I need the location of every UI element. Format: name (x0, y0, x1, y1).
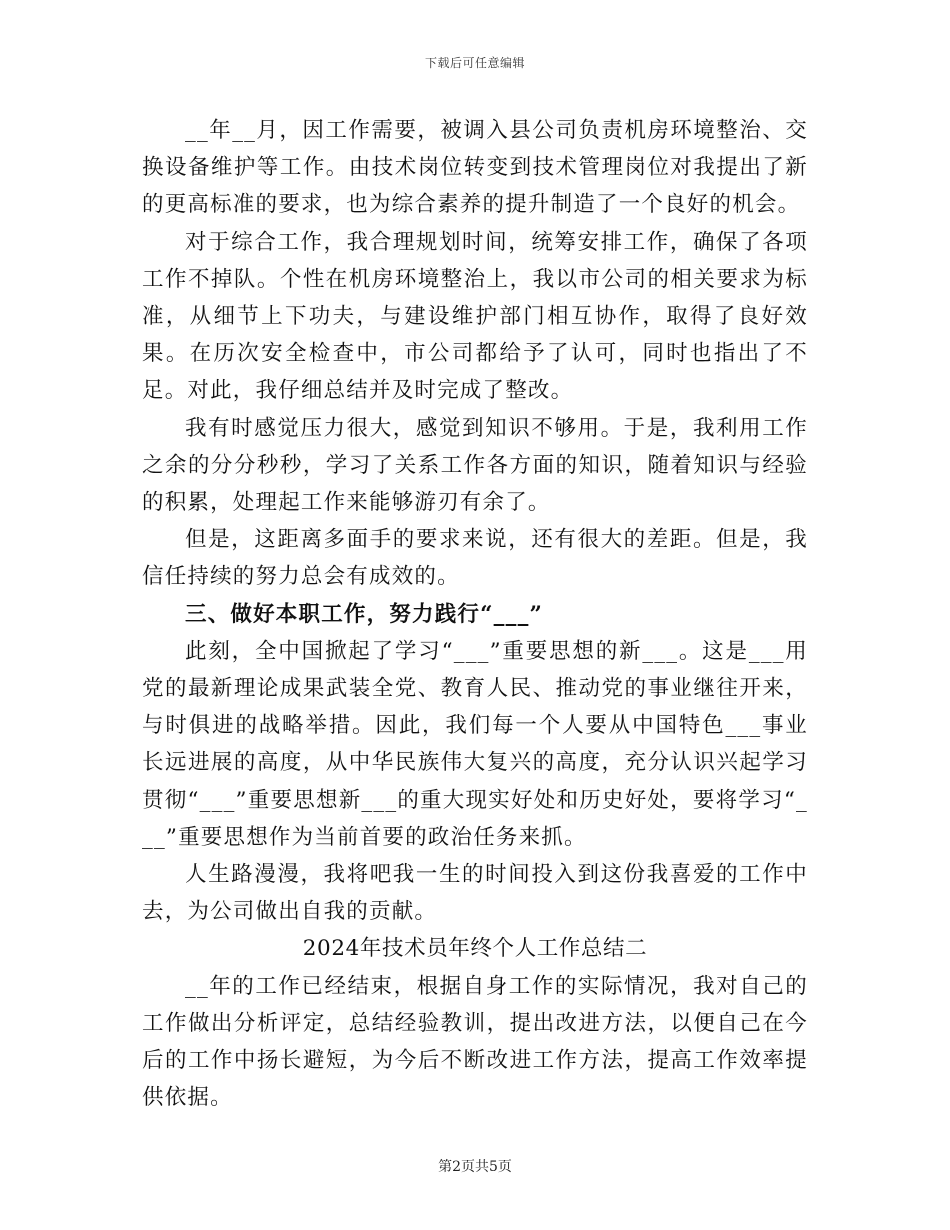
paragraph-study: 此刻，全中国掀起了学习“___”重要思想的新___。这是___用党的最新理论成果武装全党、教育人民、推动党的事业继往开来，与时俱进的战略举措。因此，我们每一个人要从中国特色___事业长远进展的高度，从中华民族伟大复兴的高度，充分认识兴起学习贯彻“___”重要思想新___的重大现实好处和历史好处，要将学习“___”重要思想作为当前首要的政治任务来抓。 (142, 638, 808, 850)
paragraph-transfer: __年__月，因工作需要，被调入县公司负责机房环境整治、交换设备维护等工作。由技术岗位转变到技术管理岗位对我提出了新的更高标准的要求，也为综合素养的提升制造了一个良好的机会。 (142, 118, 808, 218)
header-note: 下载后可任意编辑 (424, 56, 525, 70)
section-title-2: 2024年技术员年终个人工作总结二 (302, 936, 648, 962)
paragraph-comprehensive-work: 对于综合工作，我合理规划时间，统筹安排工作，确保了各项工作不掉队。个性在机房环境整治上，我以市公司的相关要求为标准，从细节上下功夫，与建设维护部门相互协作，取得了良好效果。在历次安全检查中，市公司都给予了认可，同时也指出了不足。对此，我仔细总结并及时完成了整改。 (142, 229, 808, 404)
paragraph-gap: 但是，这距离多面手的要求来说，还有很大的差距。但是，我信任持续的努力总会有成效的。 (142, 527, 808, 590)
document-body (142, 112, 808, 1116)
section-heading-3: 三、做好本职工作，努力践行“___” (185, 601, 544, 627)
paragraph-closing: 人生路漫漫，我将吧我一生的时间投入到这份我喜爱的工作中去，为公司做出自我的贡献。 (142, 862, 808, 925)
page-indicator: 第2页共5页 (438, 1159, 512, 1175)
paragraph-summary-intro: __年的工作已经结束，根据自身工作的实际情况，我对自己的工作做出分析评定，总结经验教训，提出改进方法，以便自己在今后的工作中扬长避短，为今后不断改进工作方法，提高工作效率提供依据。 (142, 973, 808, 1111)
paragraph-learning: 我有时感觉压力很大，感觉到知识不够用。于是，我利用工作之余的分分秒秒，学习了关系工作各方面的知识，随着知识与经验的积累，处理起工作来能够游刃有余了。 (142, 415, 808, 516)
